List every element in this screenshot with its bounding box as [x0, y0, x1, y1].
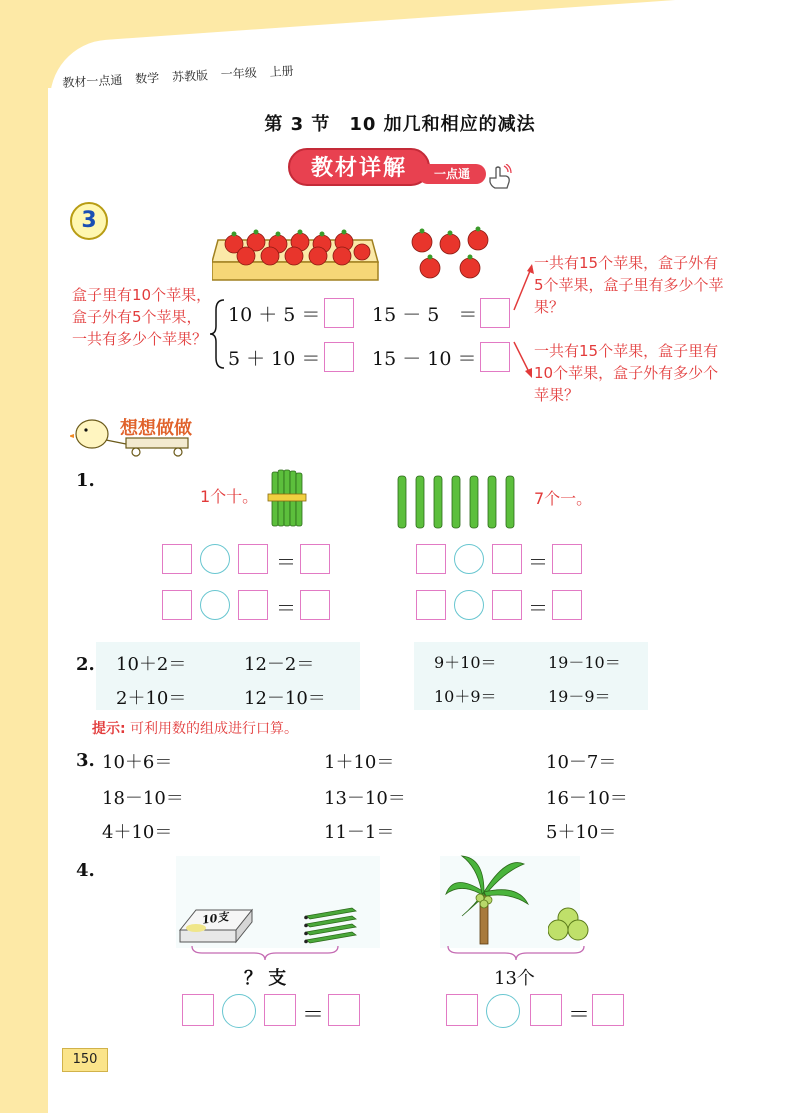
label-one-ten: 1个十。 [200, 487, 259, 506]
answer-box[interactable] [300, 590, 330, 620]
answer-box[interactable] [492, 544, 522, 574]
apple-box-illustration [212, 222, 380, 284]
answer-box[interactable] [592, 994, 624, 1026]
calc-item: 12－10＝ [244, 688, 326, 709]
calc-item: 10＋2＝ [116, 654, 187, 675]
section-title: 第 3 节 10 加几和相应的减法 [264, 114, 536, 135]
answer-box[interactable] [300, 544, 330, 574]
answer-box[interactable] [492, 590, 522, 620]
example-left-note: 盒子里有10个苹果，盒子外有5个苹果，一共有多少个苹果？ [72, 286, 212, 348]
equals-sign: ＝ [528, 550, 548, 574]
calc-item: 19－9＝ [548, 687, 611, 706]
answer-box[interactable] [328, 994, 360, 1026]
answer-box[interactable] [416, 544, 446, 574]
equation-15-minus-5: 15 － 5 ＝ [372, 304, 478, 326]
operator-circle[interactable] [222, 994, 256, 1028]
hint-text: 可利用数的组成进行口算。 [125, 721, 299, 737]
calc-item: 1＋10＝ [324, 752, 395, 773]
calc-item: 10＋9＝ [434, 687, 497, 706]
calc-item: 9＋10＝ [434, 653, 497, 672]
answer-box[interactable] [324, 342, 354, 372]
loose-apples-illustration [408, 222, 498, 284]
equation-5-plus-10: 5 ＋ 10 ＝ [228, 348, 321, 370]
q4-right-caption: 13个 [494, 968, 535, 989]
operator-circle[interactable] [200, 544, 230, 574]
example-right-note-top: 一共有15个苹果，盒子外有5个苹果，盒子里有多少个苹果？ [534, 254, 724, 316]
operator-circle[interactable] [454, 590, 484, 620]
equals-sign: ＝ [568, 1003, 591, 1028]
bottom-brace-right [446, 944, 586, 962]
running-head-book: 教材一点通 [62, 72, 123, 90]
arrow-up-right [512, 262, 536, 312]
question-number-4: 4. [76, 860, 95, 881]
bottom-brace-left [190, 944, 340, 962]
banner-main: 教材详解 [288, 148, 430, 186]
calc-item: 18－10＝ [102, 788, 184, 809]
pencil-box-label: 10支 [201, 910, 230, 927]
answer-box[interactable] [446, 994, 478, 1026]
answer-box[interactable] [238, 590, 268, 620]
equation-15-minus-10: 15 － 10 ＝ [372, 348, 477, 370]
equals-sign: ＝ [302, 1003, 325, 1028]
answer-box[interactable] [162, 544, 192, 574]
equation-10-plus-5: 10 ＋ 5 ＝ [228, 304, 321, 326]
answer-box[interactable] [552, 590, 582, 620]
banner-sub: 一点通 [418, 164, 486, 184]
banner [288, 148, 518, 190]
answer-box[interactable] [480, 342, 510, 372]
calc-item: 2＋10＝ [116, 688, 187, 709]
equals-sign: ＝ [528, 596, 548, 620]
answer-box[interactable] [530, 994, 562, 1026]
example-number-badge: 3 [70, 202, 108, 240]
answer-box[interactable] [552, 544, 582, 574]
label-seven-ones: 7个一。 [534, 489, 593, 508]
equals-sign: ＝ [276, 550, 296, 574]
calc-item: 10＋6＝ [102, 752, 173, 773]
equals-sign: ＝ [276, 596, 296, 620]
hint [92, 718, 298, 738]
calc-item: 12－2＝ [244, 654, 315, 675]
hint-prefix: 提示: [92, 721, 126, 737]
question-number-1: 1. [76, 470, 95, 491]
answer-box[interactable] [182, 994, 214, 1026]
left-brace [208, 298, 226, 370]
practice-title: 想想做做 [120, 418, 192, 439]
question-number-2: 2. [76, 654, 95, 675]
calc-item: 13－10＝ [324, 788, 406, 809]
operator-circle[interactable] [486, 994, 520, 1028]
pencils-icon [300, 906, 362, 946]
answer-box[interactable] [238, 544, 268, 574]
example-right-note-bottom: 一共有15个苹果，盒子里有10个苹果，盒子外有多少个苹果？ [534, 342, 719, 404]
calc-item: 10－7＝ [546, 752, 617, 773]
single-sticks-icon [394, 472, 524, 530]
answer-box[interactable] [480, 298, 510, 328]
question-number-3: 3. [76, 750, 95, 771]
running-head-grade: 一年级 [220, 65, 258, 82]
stick-bundle-icon [262, 468, 312, 530]
answer-box[interactable] [416, 590, 446, 620]
answer-box[interactable] [324, 298, 354, 328]
answer-box[interactable] [264, 994, 296, 1026]
pointing-hand-icon [486, 164, 512, 190]
calc-item: 4＋10＝ [102, 822, 173, 843]
operator-circle[interactable] [200, 590, 230, 620]
operator-circle[interactable] [454, 544, 484, 574]
running-head-edition: 苏教版 [171, 68, 209, 85]
calc-item: 11－1＝ [324, 822, 395, 843]
calc-item: 5＋10＝ [546, 822, 617, 843]
answer-box[interactable] [162, 590, 192, 620]
palm-tree-icon [444, 854, 530, 946]
side-decor-band [0, 0, 48, 1113]
q4-left-caption: ？ 支 [244, 968, 287, 989]
coconuts-icon [548, 906, 590, 942]
calc-item: 19－10＝ [548, 653, 621, 672]
running-head-volume: 上册 [269, 63, 294, 80]
running-head-subject: 数学 [134, 70, 160, 87]
page-number: 150 [62, 1048, 108, 1072]
calc-item: 16－10＝ [546, 788, 628, 809]
arrow-down-right [512, 340, 536, 380]
